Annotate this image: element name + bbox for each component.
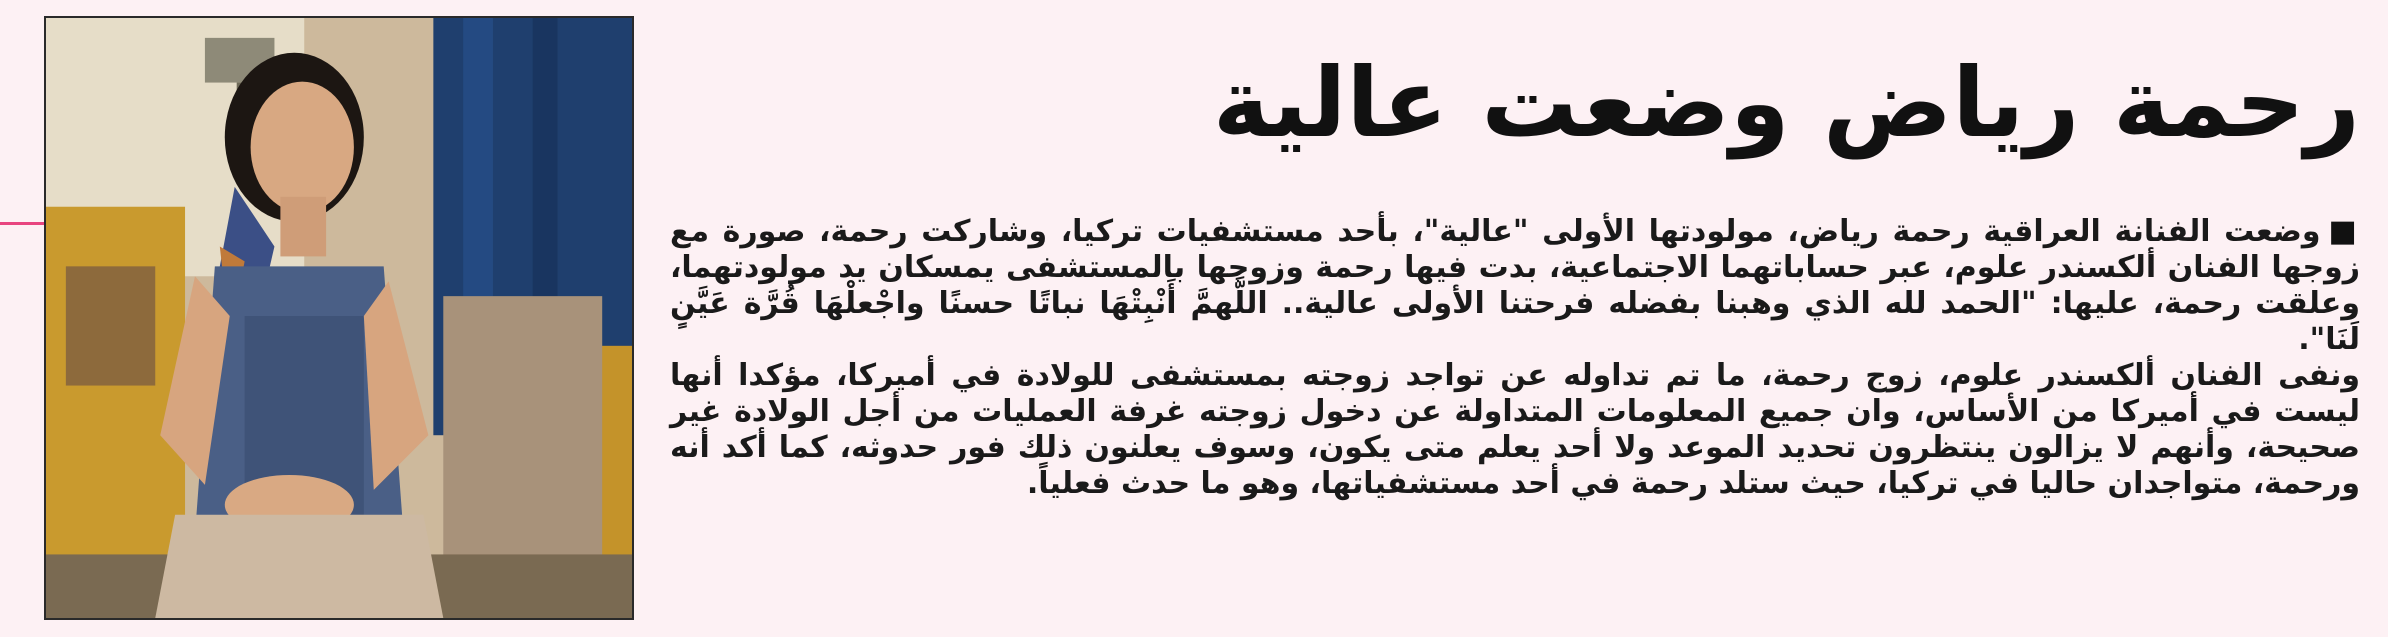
- bullet-square-icon: ■: [2328, 214, 2360, 249]
- article-paragraph-text: وضعت الفنانة العراقية رحمة رياض، مولودتها الأولى "عالية"، بأحد مستشفيات تركيا، وشاركت رحمة، صورة مع زوجها الفنان ألكسندر علوم، عبر حساباتهما الاجتماعية، بدت فيها رحمة وزوجها بالمستشفى يمسكان يد مولودتهما، وعلقت رحمة، عليها: "الحمد لله الذي وهبنا بفضله فرحتنا الأولى عالية.. اللَّهمَّ أَنْبِتْهَا نباتًا حسنًا واجْعلْهَا قُرَّة عَيَّنٍ لَنَا".: [670, 214, 2360, 357]
- article-photo: [44, 16, 634, 620]
- article-paragraph: [670, 358, 2360, 502]
- article-paragraph-text: ونفى الفنان ألكسندر علوم، زوج رحمة، ما تم تداوله عن تواجد زوجته بمستشفى للولادة في أميركا، مؤكدا أنها ليست في أميركا من الأساس، وان جميع المعلومات المتداولة عن دخول زوجته غرفة العمليات من أجل الولادة غير صحيحة، وأنهم لا يزالون ينتظرون تحديد الموعد ولا أحد يعلم متى يكون، وسوف يعلنون ذلك فور حدوثه، كما أكد أنه ورحمة، متواجدان حاليا في تركيا، حيث ستلد رحمة في أحد مستشفياتها، وهو ما حدث فعلياً.: [670, 358, 2360, 501]
- article-body: [670, 214, 2360, 502]
- article: [660, 16, 2360, 620]
- article-paragraph: [670, 214, 2360, 358]
- photo-illustration: [46, 18, 632, 618]
- article-headline: رحمة رياض وضعت عالية: [1212, 47, 2360, 159]
- accent-rule: [0, 222, 44, 225]
